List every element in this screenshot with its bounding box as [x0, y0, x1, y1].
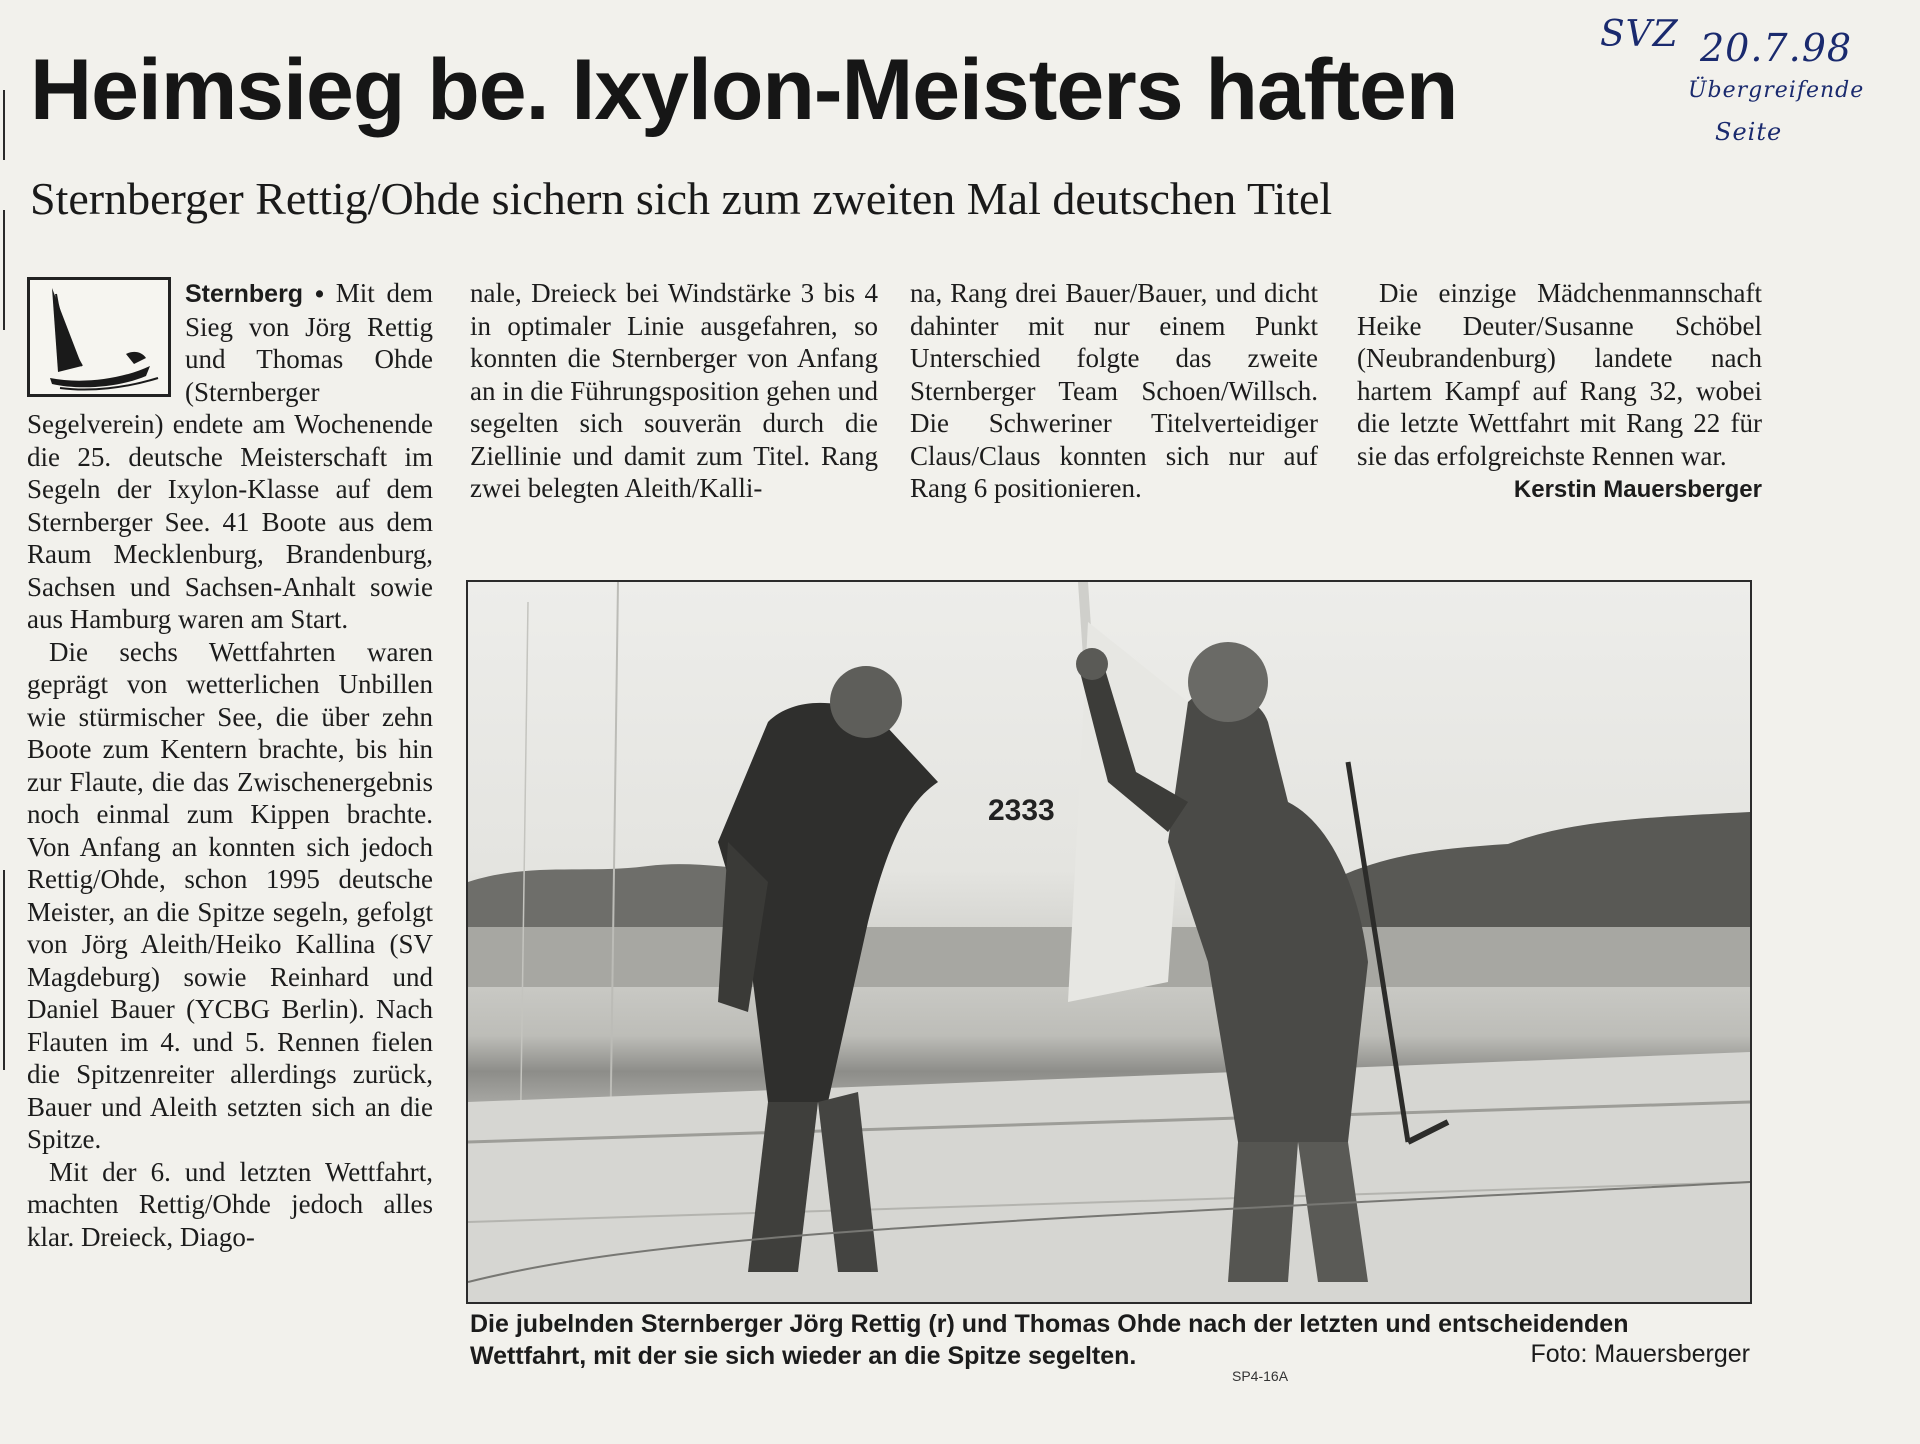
sail-number: 2333	[988, 794, 1055, 827]
bleed-through-right	[1760, 440, 1920, 1240]
photo-sailors-celebrating	[466, 580, 1752, 1304]
article-column-2	[470, 277, 878, 505]
paragraph-col3: na, Rang drei Bauer/Bauer, und dicht dahinter mit nur einem Punkt Unterschied folgte das zweite Sternberger Team Schoen/Willsch. Die Schweriner Titelverteidiger Claus/Claus konnten sich nur auf Rang 6 positionieren.	[910, 278, 1318, 503]
margin-marks	[0, 90, 10, 1090]
handwritten-remark-line1: Übergreifende	[1688, 78, 1865, 103]
paragraph-2: Die sechs Wettfahrten waren geprägt von wetterlichen Unbillen wie stürmischer See, die über zehn Boote zum Kentern brachte, bis hin zur Flaute, die das Zwischenergebnis noch einmal zum Kippen brachte. Von Anfang an konnten sich jedoch Rettig/Ohde, schon 1995 deutsche Meister, an die Spitze segeln, gefolgt von Jörg Aleith/Heiko Kallina (SV Magdeburg) sowie Reinhard und Daniel Bauer (YCBG Berlin). Nach Flauten im 4. und 5. Rennen fielen die Spitzenreiter allerdings zurück, Bauer und Aleith setzten sich an die Spitze.	[27, 636, 433, 1154]
paragraph-col4: Die einzige Mädchenmannschaft Heike Deuter/Susanne Schöbel (Neubrandenburg) landete nach hartem Kampf auf Rang 32, wobei die letzte Wettfahrt mit Rang 22 für sie das erfolgreichste Rennen war.	[1357, 278, 1762, 471]
article-column-3	[910, 277, 1318, 505]
dateline: Sternberg •	[185, 280, 324, 308]
sailboat-icon	[27, 277, 171, 397]
photo-credit: Foto: Mauersberger	[1530, 1340, 1750, 1368]
paragraph-3: Mit der 6. und letzten Wettfahrt, machten Rettig/Ohde jedoch alles klar. Dreieck, Diago-	[27, 1156, 433, 1252]
paragraph-col2: nale, Dreieck bei Windstärke 3 bis 4 in optimaler Linie ausgefahren, so konnten die Sternberger von Anfang an in die Führungsposition gehen und segelten sich souverän durch die Ziellinie und damit zum Titel. Rang zwei belegten Aleith/Kalli-	[470, 278, 878, 503]
photo-caption: Die jubelnden Sternberger Jörg Rettig (r) und Thomas Ohde nach der letzten und entscheidenden Wettfahrt, mit der sie sich wieder an die Spitze segelten.	[470, 1310, 1629, 1370]
subheadline: Sternberger Rettig/Ohde sichern sich zum zweiten Mal deutschen Titel	[30, 173, 1333, 224]
handwritten-source: SVZ	[1600, 14, 1679, 55]
article-column-1	[27, 277, 433, 1253]
layout-code: SP4-16A	[1232, 1368, 1289, 1384]
article-column-4	[1357, 277, 1762, 507]
paragraph-1-text: Mit dem Sieg von Jörg Rettig und Thomas Ohde (Sternberger Segelverein) endete am Wochenende die 25. deutsche Meisterschaft im Segeln der Ixylon-Klasse auf dem Sternberger See. 41 Boote aus dem Raum Mecklenburg, Brandenburg, Sachsen und Sachsen-Anhalt sowie aus Hamburg waren am Start.	[27, 278, 434, 634]
byline: Kerstin Mauersberger	[1513, 476, 1762, 503]
headline: Heimsieg be. Ixylon-Meisters haften	[30, 42, 1458, 138]
handwritten-date: 20.7.98	[1700, 26, 1853, 70]
handwritten-remark-line2: Seite	[1715, 118, 1783, 146]
